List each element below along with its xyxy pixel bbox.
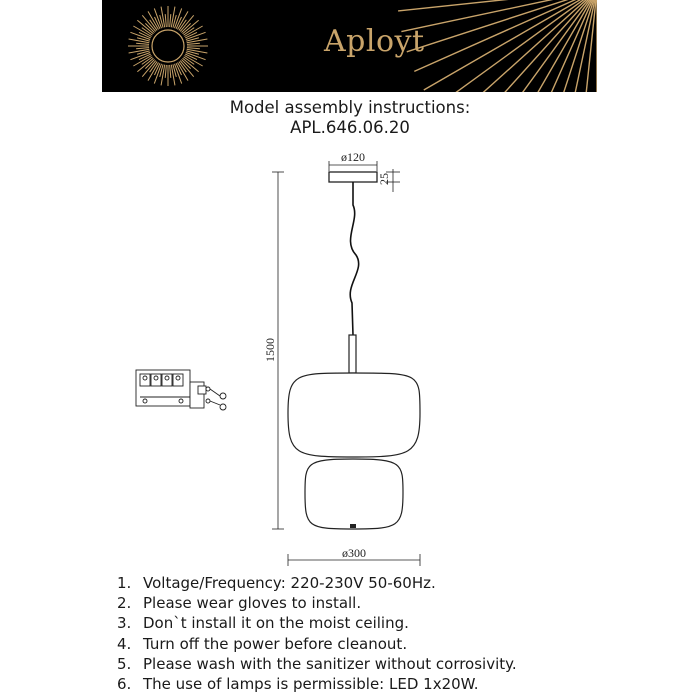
logo-ray (136, 48, 149, 49)
list-item: 4. Turn off the power before cleanout. (117, 634, 408, 653)
upper-glass-shade (288, 373, 420, 457)
canopy-height-label: 25 (377, 173, 391, 185)
logo-ray (129, 49, 150, 53)
suspension-cable (350, 182, 358, 335)
logo-ray (187, 43, 200, 44)
logo-ray (161, 7, 165, 28)
logo-ray (170, 65, 171, 78)
logo-ray (136, 43, 149, 44)
ceiling-canopy (329, 172, 377, 182)
list-item: 1. Voltage/Frequency: 220-230V 50-60Hz. (117, 574, 436, 592)
lamp-rod (349, 335, 356, 373)
lower-glass-shade (305, 459, 403, 529)
bottom-cap (350, 524, 356, 528)
canopy-diameter-label: ø120 (341, 150, 365, 164)
logo-ray (161, 65, 165, 86)
pendant-lamp-drawing (120, 145, 440, 570)
list-item: 5. Please wash with the sanitizer without corrosivity. (117, 654, 517, 673)
logo-ray (170, 14, 171, 27)
instruction-list (117, 573, 517, 694)
logo-ray (165, 14, 166, 27)
list-item: 3. Don`t install it on the moist ceiling. (117, 614, 409, 633)
logo-ray (171, 7, 175, 28)
corner-ray (407, 0, 597, 52)
shade-diameter-label: ø300 (342, 546, 366, 560)
list-item: 6. The use of lamps is permissible: LED 1x20W. (117, 675, 479, 694)
logo-ray (187, 48, 200, 49)
brand-name: Aployt (324, 24, 425, 59)
logo-ray (187, 39, 208, 43)
wiring-terminal-block-icon (136, 370, 226, 410)
corner-ray (398, 0, 597, 11)
list-item: 2. Please wear gloves to install. (117, 594, 362, 613)
logo-ray (165, 65, 166, 78)
logo-ray (171, 65, 175, 86)
model-number: APL.646.06.20 (290, 118, 410, 137)
total-height-label: 1500 (263, 338, 277, 362)
logo-ray (187, 49, 208, 53)
brand-banner (102, 0, 597, 92)
page-title: Model assembly instructions: (229, 98, 471, 117)
logo-ray (129, 39, 150, 43)
